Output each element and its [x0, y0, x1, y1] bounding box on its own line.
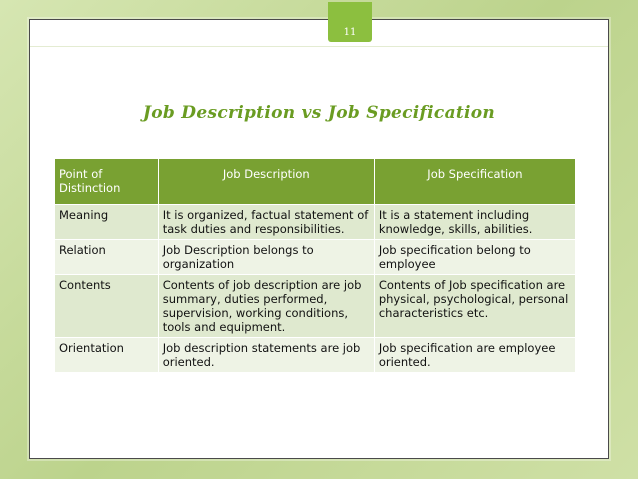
header-point-of-distinction: Point of Distinction [55, 159, 159, 205]
header-job-specification: Job Specification [374, 159, 575, 205]
table-row [55, 338, 576, 373]
row-description: Contents of job description are job summary, duties performed, supervision, working conditions, tools and equipment. [158, 275, 374, 338]
row-point: Meaning [55, 205, 159, 240]
row-specification: It is a statement including knowledge, skills, abilities. [374, 205, 575, 240]
row-description: Job Description belongs to organization [158, 240, 374, 275]
row-specification: Job specification belong to employee [374, 240, 575, 275]
header-job-description: Job Description [158, 159, 374, 205]
table-row [55, 275, 576, 338]
slide-number-tab [328, 2, 372, 42]
row-specification: Contents of Job specification are physical, psychological, personal characteristics etc. [374, 275, 575, 338]
row-description: It is organized, factual statement of task duties and responsibilities. [158, 205, 374, 240]
row-specification: Job specification are employee oriented. [374, 338, 575, 373]
row-point: Orientation [55, 338, 159, 373]
row-description: Job description statements are job oriented. [158, 338, 374, 373]
slide-number: 11 [343, 27, 357, 38]
row-point: Contents [55, 275, 159, 338]
table-header-row [55, 159, 576, 205]
slide-header-bar [30, 20, 608, 47]
row-point: Relation [55, 240, 159, 275]
table-row [55, 240, 576, 275]
slide-title: Job Description vs Job Specification [142, 103, 496, 123]
comparison-table [54, 158, 576, 373]
table-row [55, 205, 576, 240]
